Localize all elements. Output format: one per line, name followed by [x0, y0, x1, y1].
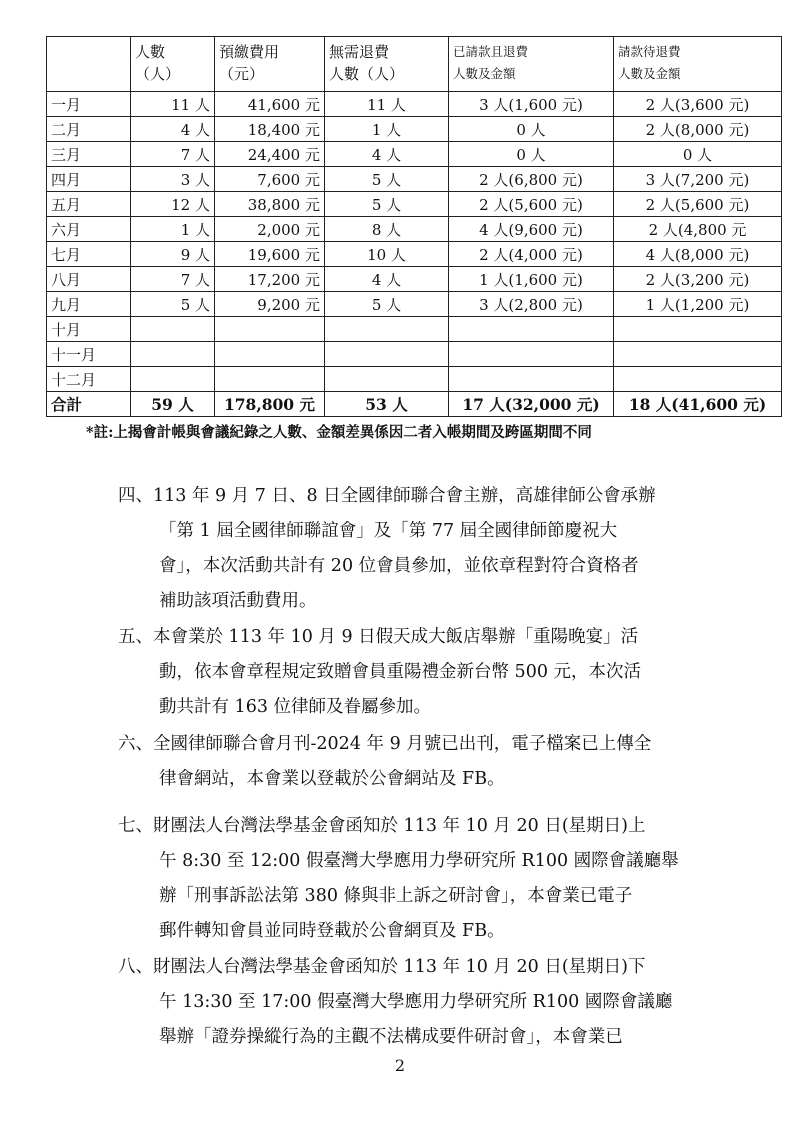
cell-fee	[215, 342, 325, 367]
cell-refunded: 2 人(4,000 元)	[449, 242, 614, 267]
header-pending: 請款待退費 人數及金額	[614, 37, 782, 92]
cell-pending: 2 人(5,600 元)	[614, 192, 782, 217]
paragraph-line: 午 8:30 至 12:00 假臺灣大學應用力學研究所 R100 國際會議廳舉	[159, 851, 679, 871]
total-pending: 18 人(41,600 元)	[614, 392, 782, 417]
cell-month: 六月	[47, 217, 131, 242]
cell-fee: 24,400 元	[215, 142, 325, 167]
table-row	[47, 192, 782, 217]
cell-refunded: 4 人(9,600 元)	[449, 217, 614, 242]
total-month: 合計	[47, 392, 131, 417]
cell-count: 3 人	[131, 167, 215, 192]
paragraph	[118, 620, 758, 725]
cell-month: 十二月	[47, 367, 131, 392]
table-row	[47, 267, 782, 292]
cell-fee: 9,200 元	[215, 292, 325, 317]
cell-month: 五月	[47, 192, 131, 217]
cell-fee: 41,600 元	[215, 92, 325, 117]
cell-noRefund: 5 人	[325, 292, 449, 317]
cell-month: 二月	[47, 117, 131, 142]
paragraph-line: 會」，本次活動共計有 20 位會員參加，並依章程對符合資格者	[159, 556, 639, 576]
cell-pending: 2 人(3,200 元)	[614, 267, 782, 292]
cell-count: 7 人	[131, 142, 215, 167]
cell-fee	[215, 367, 325, 392]
cell-refunded: 0 人	[449, 117, 614, 142]
cell-count: 1 人	[131, 217, 215, 242]
cell-refunded: 0 人	[449, 142, 614, 167]
table-row	[47, 92, 782, 117]
table-row	[47, 142, 782, 167]
table-footnote: *註:上揭會計帳與會議紀錄之人數、金額差異係因二者入帳期間及跨區期間不同	[86, 424, 592, 441]
cell-month: 十一月	[47, 342, 131, 367]
cell-pending: 4 人(8,000 元)	[614, 242, 782, 267]
cell-fee: 19,600 元	[215, 242, 325, 267]
cell-noRefund: 11 人	[325, 92, 449, 117]
cell-month: 七月	[47, 242, 131, 267]
cell-fee: 2,000 元	[215, 217, 325, 242]
header-refunded: 已請款且退費 人數及金額	[449, 37, 614, 92]
cell-noRefund: 4 人	[325, 267, 449, 292]
paragraph-line: 「第 1 屆全國律師聯誼會」及「第 77 屆全國律師節慶祝大	[159, 521, 618, 541]
cell-fee: 18,400 元	[215, 117, 325, 142]
paragraph-line: 舉辦「證券操縱行為的主觀不法構成要件研討會」，本會業已	[159, 1027, 623, 1047]
total-noRefund: 53 人	[325, 392, 449, 417]
cell-month: 三月	[47, 142, 131, 167]
cell-month: 九月	[47, 292, 131, 317]
paragraph	[118, 479, 758, 619]
cell-pending	[614, 317, 782, 342]
table-total-row	[47, 392, 782, 417]
cell-refunded	[449, 317, 614, 342]
cell-month: 四月	[47, 167, 131, 192]
total-fee: 178,800 元	[215, 392, 325, 417]
cell-pending: 3 人(7,200 元)	[614, 167, 782, 192]
cell-fee: 38,800 元	[215, 192, 325, 217]
header-month	[47, 37, 131, 92]
cell-refunded	[449, 342, 614, 367]
cell-count	[131, 342, 215, 367]
paragraph-line: 五、本會業於 113 年 10 月 9 日假天成大飯店舉辦「重陽晚宴」活	[118, 627, 639, 647]
cell-count: 11 人	[131, 92, 215, 117]
paragraph	[118, 950, 758, 1055]
table-row	[47, 167, 782, 192]
paragraph-line: 郵件轉知會員並同時登載於公會網頁及 FB。	[159, 921, 505, 941]
total-count: 59 人	[131, 392, 215, 417]
cell-pending	[614, 367, 782, 392]
page-number: 2	[394, 1056, 406, 1075]
paragraph-line: 六、全國律師聯合會月刊-2024 年 9 月號已出刊，電子檔案已上傳全	[118, 734, 652, 754]
cell-refunded: 2 人(5,600 元)	[449, 192, 614, 217]
paragraph-line: 四、113 年 9 月 7 日、8 日全國律師聯合會主辦，高雄律師公會承辦	[118, 486, 656, 506]
cell-noRefund	[325, 317, 449, 342]
paragraph-line: 律會網站，本會業以登載於公會網站及 FB。	[159, 769, 505, 789]
cell-pending: 1 人(1,200 元)	[614, 292, 782, 317]
table-row	[47, 117, 782, 142]
paragraph-line: 八、財團法人台灣法學基金會函知於 113 年 10 月 20 日(星期日)下	[118, 957, 646, 977]
table-row	[47, 317, 782, 342]
cell-count	[131, 367, 215, 392]
cell-refunded: 3 人(2,800 元)	[449, 292, 614, 317]
paragraph-line: 動共計有 163 位律師及眷屬參加。	[159, 697, 432, 717]
total-refunded: 17 人(32,000 元)	[449, 392, 614, 417]
cell-noRefund: 1 人	[325, 117, 449, 142]
cell-noRefund	[325, 367, 449, 392]
table-row	[47, 242, 782, 267]
cell-noRefund: 4 人	[325, 142, 449, 167]
cell-refunded: 2 人(6,800 元)	[449, 167, 614, 192]
header-fee: 預繳費用 （元）	[215, 37, 325, 92]
cell-pending: 2 人(4,800 元	[614, 217, 782, 242]
cell-noRefund: 10 人	[325, 242, 449, 267]
cell-noRefund	[325, 342, 449, 367]
cell-count: 5 人	[131, 292, 215, 317]
paragraph-line: 動，依本會章程規定致贈會員重陽禮金新台幣 500 元，本次活	[159, 662, 642, 682]
paragraph	[118, 809, 758, 949]
cell-refunded	[449, 367, 614, 392]
cell-fee: 7,600 元	[215, 167, 325, 192]
monthly-stats-table	[46, 36, 782, 417]
paragraph-line: 補助該項活動費用。	[159, 591, 317, 611]
cell-pending: 0 人	[614, 142, 782, 167]
cell-noRefund: 5 人	[325, 192, 449, 217]
cell-count: 4 人	[131, 117, 215, 142]
cell-noRefund: 8 人	[325, 217, 449, 242]
cell-pending	[614, 342, 782, 367]
cell-count	[131, 317, 215, 342]
paragraph-line: 午 13:30 至 17:00 假臺灣大學應用力學研究所 R100 國際會議廳	[159, 992, 673, 1012]
cell-month: 一月	[47, 92, 131, 117]
header-no-refund: 無需退費 人數（人）	[325, 37, 449, 92]
paragraph-line: 七、財團法人台灣法學基金會函知於 113 年 10 月 20 日(星期日)上	[118, 816, 646, 836]
cell-count: 9 人	[131, 242, 215, 267]
cell-pending: 2 人(8,000 元)	[614, 117, 782, 142]
cell-month: 八月	[47, 267, 131, 292]
cell-count: 12 人	[131, 192, 215, 217]
cell-count: 7 人	[131, 267, 215, 292]
table-row	[47, 292, 782, 317]
table-row	[47, 367, 782, 392]
table-header-row	[47, 37, 782, 92]
cell-pending: 2 人(3,600 元)	[614, 92, 782, 117]
cell-fee: 17,200 元	[215, 267, 325, 292]
cell-refunded: 3 人(1,600 元)	[449, 92, 614, 117]
cell-fee	[215, 317, 325, 342]
table-row	[47, 342, 782, 367]
paragraph	[118, 727, 758, 797]
cell-noRefund: 5 人	[325, 167, 449, 192]
cell-month: 十月	[47, 317, 131, 342]
paragraph-line: 辦「刑事訴訟法第 380 條與非上訴之研討會」，本會業已電子	[159, 886, 633, 906]
table-row	[47, 217, 782, 242]
cell-refunded: 1 人(1,600 元)	[449, 267, 614, 292]
header-count: 人數 （人）	[131, 37, 215, 92]
